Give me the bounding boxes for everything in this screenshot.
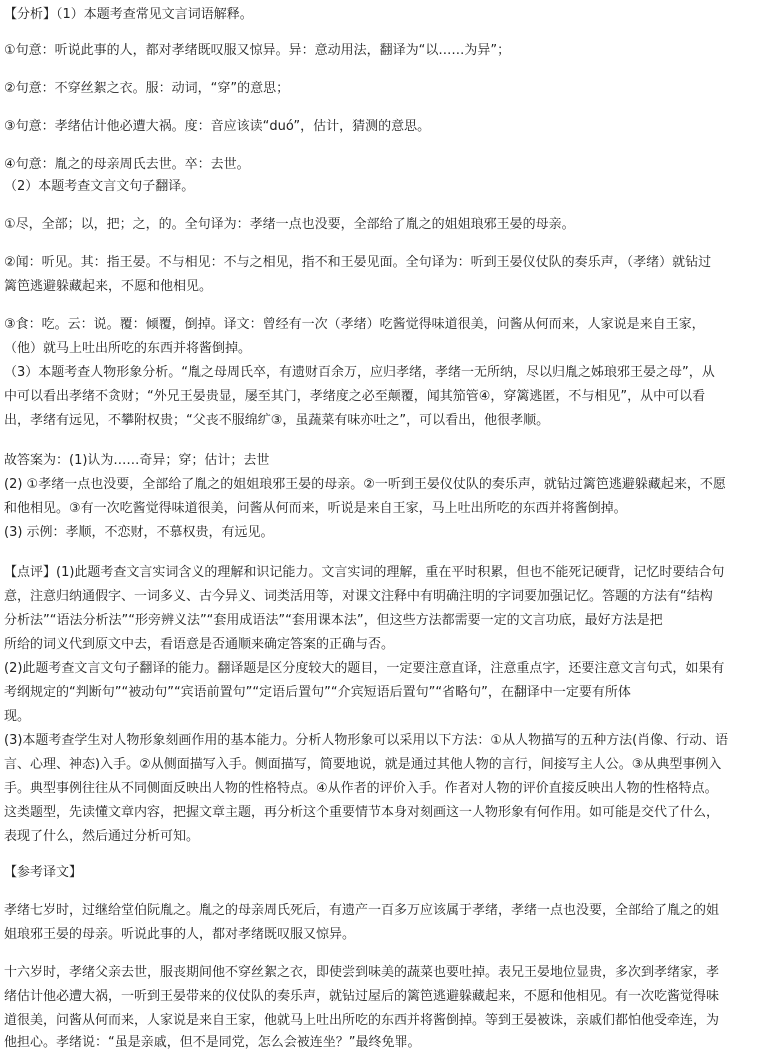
translation-p1-line-2: 姐琅邪王晏的母亲。听说此事的人，都对孝绪既叹服又惊异。: [4, 927, 356, 942]
translation-p2-line-2: 绪估计他必遭大祸，一听到王晏带来的仪仗队的奏乐声，就钻过屋后的篱笆逃避躲藏起来，不愿和他相见。有一次吃酱觉得味: [4, 989, 720, 1004]
q2-item-3-line-2: （他）就马上吐出所吃的东西并将酱倒掉。: [4, 341, 252, 356]
q3-line-1: （3）本题考查人物形象分析。“胤之母周氏卒，有遗财百余万，应归孝绪，孝绪一无所纳，尽以归胤之姊琅邪王晏之母”，从: [4, 365, 715, 380]
q1-item-3: ③句意：孝绪估计他必遭大祸。度：音应该读“duó”，估计，猜测的意思。: [4, 119, 431, 134]
q3-line-3: 出，孝绪有远见，不攀附权贵；“父丧不服绵纩③，虽蔬菜有味亦吐之”，可以看出，他很孝顺。: [4, 413, 550, 428]
q1-item-1: ①句意：听说此事的人，都对孝绪既叹服又惊异。异：意动用法，翻译为“以……为异”；: [4, 43, 511, 58]
comment-line-11: 这类题型，先读懂文章内容，把握文章主题，再分析这个重要情节本身对刻画这一人物形象有何作用。如可能是交代了什么，: [4, 805, 720, 820]
answer-line-2: (2) ①孝绪一点也没要，全部给了胤之的姐姐琅邪王晏的母亲。②一听到王晏仪仗队的奏乐声，就钻过篱笆逃避躲藏起来，不愿: [4, 477, 726, 492]
q2-item-2-line-2: 篱笆逃避躲藏起来，不愿和他相见。: [4, 279, 213, 294]
answer-line-4: (3) 示例：孝顺，不恋财，不慕权贵，有远见。: [4, 525, 274, 540]
comment-line-10: 手。典型事例往往从不同侧面反映出人物的性格特点。④从作者的评价入手。作者对人物的评价直接反映出人物的性格特点。: [4, 781, 718, 796]
translation-p2-line-1: 十六岁时，孝绪父亲去世，服丧期间他不穿丝絮之衣，即使尝到味美的蔬菜也要吐掉。表兄王晏地位显贵，多次到孝绪家，孝: [4, 965, 720, 980]
comment-line-4: 所给的词义代到原文中去，看语意是否通顺来确定答案的正确与否。: [4, 637, 395, 652]
comment-line-6: 考纲规定的“判断句”“被动句”“宾语前置句”“定语后置句”“介宾短语后置句”“省略句”，在翻译中一定要有所体: [4, 685, 631, 700]
translation-heading: 【参考译文】: [4, 865, 83, 880]
q3-line-2: 中可以看出孝绪不贪财；“外兄王晏贵显，屡至其门，孝绪度之必至颠覆，闻其笳管④，穿篱逃匿，不与相见”，从中可以看: [4, 389, 706, 404]
comment-line-2: 意，注意归纳通假字、一词多义、古今异义、词类活用等，对课文注释中有明确注明的字词要加强记忆。答题的方法有“结构: [4, 589, 713, 604]
translation-p1-line-1: 孝绪七岁时，过继给堂伯阮胤之。胤之的母亲周氏死后，有遗产一百多万应该属于孝绪，孝绪一点也没要，全部给了胤之的姐: [4, 903, 720, 918]
translation-p2-line-4: 他担心。孝绪说：“虽是亲戚，但不是同党，怎么会被连坐？”最终免罪。: [4, 1035, 421, 1050]
q2-item-3-line-1: ③食：吃。云：说。覆：倾覆，倒掉。译文：曾经有一次（孝绪）吃酱觉得味道很美，问酱从何而来，人家说是来自王家，: [4, 317, 705, 332]
q2-item-1: ①尽，全部；以，把；之，的。全句译为：孝绪一点也没要，全部给了胤之的姐姐琅邪王晏的母亲。: [4, 217, 575, 232]
q1-item-2: ②句意：不穿丝絮之衣。服：动词，“穿”的意思；: [4, 81, 290, 96]
comment-line-9: 言、心理、神态)入手。②从侧面描写入手。侧面描写，简要地说，就是通过其他人物的言行，间接写主人公。③从典型事例入: [4, 757, 722, 772]
comment-line-8: (3)本题考查学生对人物形象刻画作用的基本能力。分析人物形象可以采用以下方法：①从人物描写的五种方法(肖像、行动、语: [4, 733, 729, 748]
comment-line-3: 分析法”“语法分析法”“形旁辨义法”“套用成语法”“套用课本法”，但这些方法都需要一定的文言功底，最好方法是把: [4, 613, 663, 628]
q1-item-4: ④句意：胤之的母亲周氏去世。卒：去世。: [4, 157, 250, 172]
comment-line-7: 现。: [4, 709, 31, 724]
answer-line-1: 故答案为：(1)认为……奇异；穿；估计；去世: [4, 453, 270, 468]
q2-heading: （2）本题考查文言文句子翻译。: [4, 179, 195, 194]
answer-line-3: 和他相见。③有一次吃酱觉得味道很美，问酱从何而来，听说是来自王家，马上吐出所吃的东西并将酱倒掉。: [4, 501, 627, 516]
comment-line-1: 【点评】(1)此题考查文言实词含义的理解和识记能力。文言实词的理解，重在平时积累，但也不能死记硬背，记忆时要结合句: [4, 565, 725, 580]
translation-p2-line-3: 道很美，问酱从何而来，人家说是来自王家，他就马上吐出所吃的东西并将酱倒掉。等到王晏被诛，亲戚们都怕他受牵连，为: [4, 1013, 720, 1028]
comment-line-12: 表现了什么，然后通过分析可知。: [4, 829, 200, 844]
q2-item-2-line-1: ②闻：听见。其：指王晏。不与相见：不与之相见，指不和王晏见面。全句译为：听到王晏仪仗队的奏乐声，（孝绪）就钻过: [4, 255, 712, 270]
analysis-heading: 【分析】（1）本题考查常见文言词语解释。: [4, 7, 253, 22]
comment-line-5: (2)此题考查文言文句子翻译的能力。翻译题是区分度较大的题目，一定要注意直译，注意重点字，还要注意文言句式，如果有: [4, 661, 725, 676]
